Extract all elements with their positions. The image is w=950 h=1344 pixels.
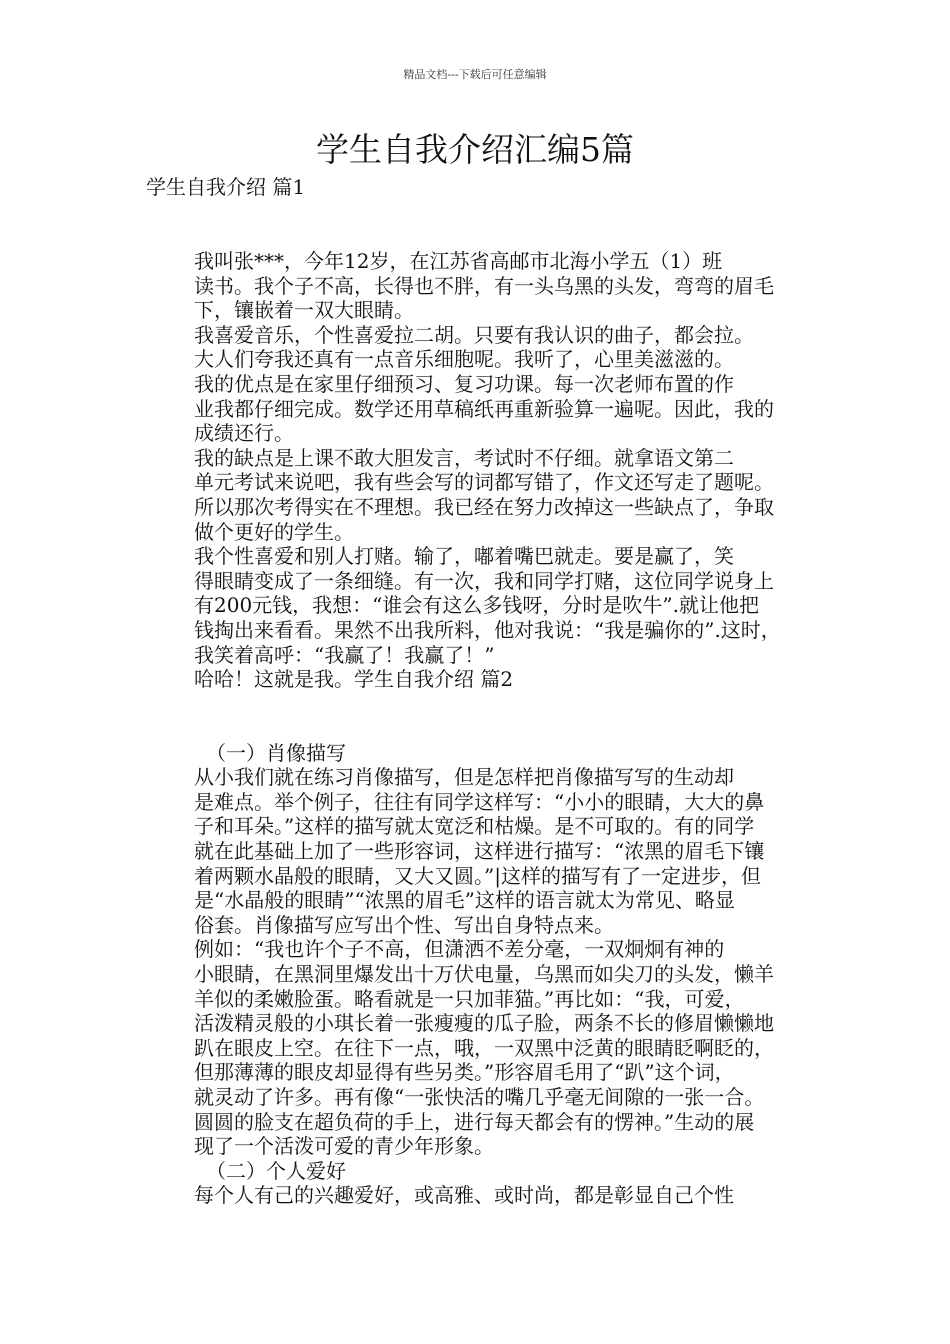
text-line: 读书。我个子不高，长得也不胖，有一头乌黑的头发，弯弯的眉毛 [194,273,774,298]
text-line: 就在此基础上加了一些形容词，这样进行描写：“浓黑的眉毛下镶 [194,839,765,864]
text-line: 单元考试来说吧，我有些会写的词都写错了，作文还写走了题呢。 [194,470,774,495]
text-line: 羊似的柔嫩脸蛋。略看就是一只加菲猫。”再比如：“我，可爱， [194,986,745,1011]
text-line: 活泼精灵般的小琪长着一张瘦瘦的瓜子脸，两条不长的修眉懒懒地 [194,1011,774,1036]
text-line: 做个更好的学生。 [194,519,354,544]
text-line: 我的缺点是上课不敢大胆发言，考试时不仔细。就拿语文第二 [194,445,734,470]
text-line: （二）个人爱好 [206,1158,346,1183]
paragraph [146,667,814,692]
text-line: 是“水晶般的眼睛”“浓黑的眉毛”这样的语言就太为常见、略显 [194,888,735,913]
subsection-heading [146,741,814,766]
text-line: 从小我们就在练习肖像描写，但是怎样把肖像描写写的生动却 [194,765,734,790]
text-line: 我笑着高呼：“我赢了！我赢了！” [194,642,495,667]
text-line: 成绩还行。 [194,421,294,446]
paragraph [146,372,814,446]
paragraph [146,323,814,372]
paragraph [146,446,814,544]
text-line: 例如：“我也许个子不高，但潇洒不差分毫，一双炯炯有神的 [194,937,725,962]
text-line: 每个人有己的兴趣爱好，或高雅、或时尚，都是彰显自己个性 [194,1183,734,1208]
text-line: 大人们夸我还真有一点音乐细胞呢。我听了，心里美滋滋的。 [194,347,734,372]
text-line: 趴在眼皮上空。在往下一点，哦，一双黑中泛黄的眼睛眨啊眨的， [194,1035,774,1060]
paragraph [146,765,814,937]
text-line: 小眼睛，在黑洞里爆发出十万伏电量，乌黑而如尖刀的头发，懒羊 [194,962,774,987]
paragraph [146,1183,814,1208]
text-line: （一）肖像描写 [206,740,346,765]
text-line: 有200元钱，我想：“谁会有这么多钱呀，分时是吹牛”.就让他把 [194,593,759,618]
text-line: 现了一个活泼可爱的青少年形象。 [194,1134,494,1159]
text-line: 就灵动了许多。再有像“一张快活的嘴几乎毫无间隙的一张一合。 [194,1085,765,1109]
text-line: 我叫张***，今年12岁，在江苏省高邮市北海小学五（1）班 [194,249,723,273]
section-heading: 学生自我介绍 篇1 [146,175,306,199]
text-line: 是难点。举个例子，往往有同学这样写：“小小的眼睛，大大的鼻 [194,789,765,814]
page-header: 精品文档---下载后可任意编辑 [403,68,547,81]
text-line: 俗套。肖像描写应写出个性、写出自身特点来。 [194,912,614,937]
blank-line [146,692,814,741]
text-line: 我的优点是在家里仔细预习、复习功课。每一次老师布置的作 [194,371,734,396]
text-line: 所以那次考得实在不理想。我已经在努力改掉这一些缺点了，争取 [194,494,774,519]
text-line: 着两颗水晶般的眼睛，又大又圆。”|这样的描写有了一定进步，但 [194,863,761,888]
document-title: 学生自我介绍汇编5篇 [316,130,634,169]
text-line: 得眼睛变成了一条细缝。有一次，我和同学打赌，这位同学说身上 [194,568,774,593]
subsection-heading [146,1159,814,1184]
document-body [146,249,814,1208]
text-line: 子和耳朵。”这样的描写就太宽泛和枯燥。是不可取的。有的同学 [194,814,755,839]
paragraph [146,544,814,667]
text-line: 但那薄薄的眼皮却显得有些另类。”形容眉毛用了“趴”这个词， [194,1060,735,1085]
text-line: 钱掏出来看看。果然不出我所料，他对我说：“我是骗你的”.这时， [194,617,781,642]
paragraph [146,937,814,1158]
text-line: 下，镶嵌着一双大眼睛。 [194,298,414,323]
text-line: 我喜爱音乐，个性喜爱拉二胡。只要有我认识的曲子，都会拉。 [194,322,754,347]
text-line: 业我都仔细完成。数学还用草稿纸再重新验算一遍呢。因此，我的 [194,396,774,421]
text-line: 圆圆的脸支在超负荷的手上，进行每天都会有的愣神。”生动的展 [194,1109,755,1134]
text-line: 我个性喜爱和别人打赌。输了，嘟着嘴巴就走。要是赢了，笑 [194,544,734,569]
paragraph [146,249,814,323]
text-line: 哈哈！这就是我。学生自我介绍 篇2 [194,667,514,692]
